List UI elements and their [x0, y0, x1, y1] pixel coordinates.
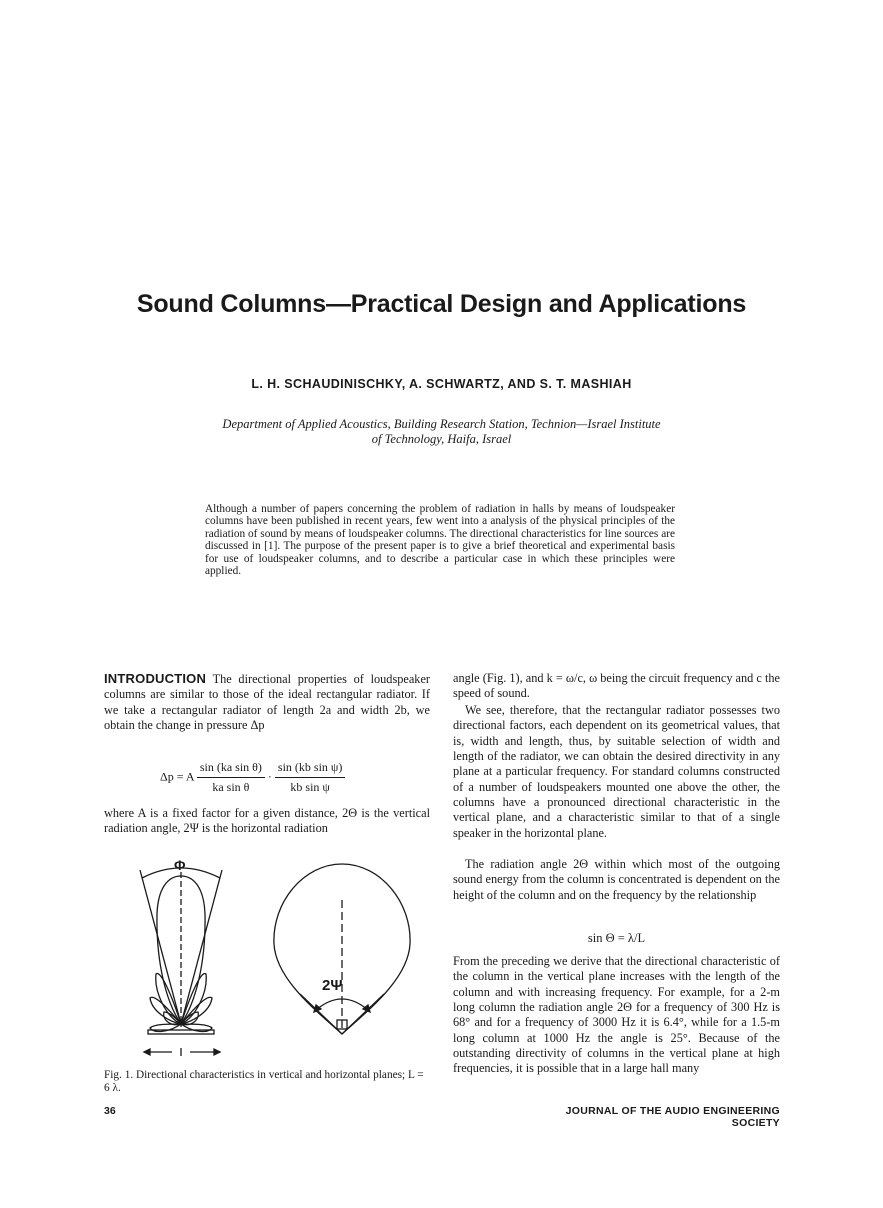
paper-title: Sound Columns—Practical Design and Applications: [136, 290, 747, 318]
equation-pressure: [160, 760, 420, 795]
equation-separator: ·: [267, 769, 272, 784]
fraction-1: [197, 760, 265, 795]
right-paragraph-4: From the preceding we derive that the directional characteristic of the column in the vertical plane increases with the length of the column and with increasing frequency. For example, for a 2-m long column the radiation angle 2Θ for a frequency of 300 Hz is 68° and for a frequency of 3000 Hz it is 6.4°, while for a 1.5-m long column at 1000 Hz the angle is 25°. Because of the outstanding directivity of columns in the vertical plane at high frequencies, it is possible that in a large hall many: [453, 954, 780, 1076]
intro-text-1: The directional properties of loudspeaker columns are similar to those of the ideal rectangular radiator. If we take a rectangular radiator of length 2a and width 2b, we obtain the change in pressure Δp: [104, 672, 430, 733]
fraction-2-numerator: sin (kb sin ψ): [275, 760, 346, 778]
fraction-2: [275, 760, 346, 795]
affiliation-line-2: of Technology, Haifa, Israel: [371, 432, 512, 446]
figure-caption: Fig. 1. Directional characteristics in vertical and horizontal planes; L = 6 λ.: [104, 1069, 424, 1094]
intro-paragraph-1: [104, 671, 430, 733]
author-list: L. H. SCHAUDINISCHKY, A. SCHWARTZ, AND S. T. MASHIAH: [251, 377, 632, 391]
abstract: Although a number of papers concerning the problem of radiation in halls by means of loudspeaker columns have been published in recent years, few went into a analysis of the physical principles of the radiation of sound by means of loudspeaker columns. The directional characteristics for line sources are discussed in [1]. The purpose of the present paper is to give a brief theoretical and experimental basis for use of loudspeaker columns, and to describe a particular case in which these principles were applied.: [205, 503, 675, 578]
section-heading-introduction: INTRODUCTION: [104, 671, 207, 686]
intro-paragraph-2: where A is a fixed factor for a given distance, 2Θ is the vertical radiation angle, 2Ψ is the horizontal radiation: [104, 806, 430, 836]
directivity-figure: [104, 852, 430, 1064]
label-phi: Φ: [174, 857, 186, 873]
affiliation-line-1: Department of Applied Acoustics, Building Research Station, Technion—Israel Institute: [222, 417, 661, 431]
right-paragraph-2: We see, therefore, that the rectangular radiator possesses two directional factors, each dependent on its geometrical values, that is, width and length, thus, by suitable selection of width and length of the radiator, we can obtain the desired directivity in any plane at a particular frequency. For standard columns constructed of a number of loudspeakers mounted one above the other, the columns have a pronounced directional characteristic in the vertical plane, and a characteristic similar to that of a single speaker in the horizontal plane.: [453, 703, 780, 840]
fraction-1-denominator: ka sin θ: [212, 780, 250, 794]
journal-name: JOURNAL OF THE AUDIO ENGINEERING SOCIETY: [565, 1105, 780, 1129]
fraction-1-numerator: sin (ka sin θ): [197, 760, 265, 778]
right-paragraph-1: angle (Fig. 1), and k = ω/c, ω being the circuit frequency and c the speed of sound.: [453, 671, 780, 701]
fraction-2-denominator: kb sin ψ: [290, 780, 330, 794]
equation-lhs: Δp = A: [160, 769, 194, 784]
equation-sin-theta: sin Θ = λ/L: [587, 931, 646, 945]
affiliation: [190, 417, 693, 447]
label-2psi: 2Ψ: [322, 977, 343, 994]
page-number: 36: [104, 1105, 116, 1117]
right-paragraph-3: The radiation angle 2Θ within which most of the outgoing sound energy from the column is concentrated is dependent on the height of the column and on the frequency by the relationship: [453, 857, 780, 902]
